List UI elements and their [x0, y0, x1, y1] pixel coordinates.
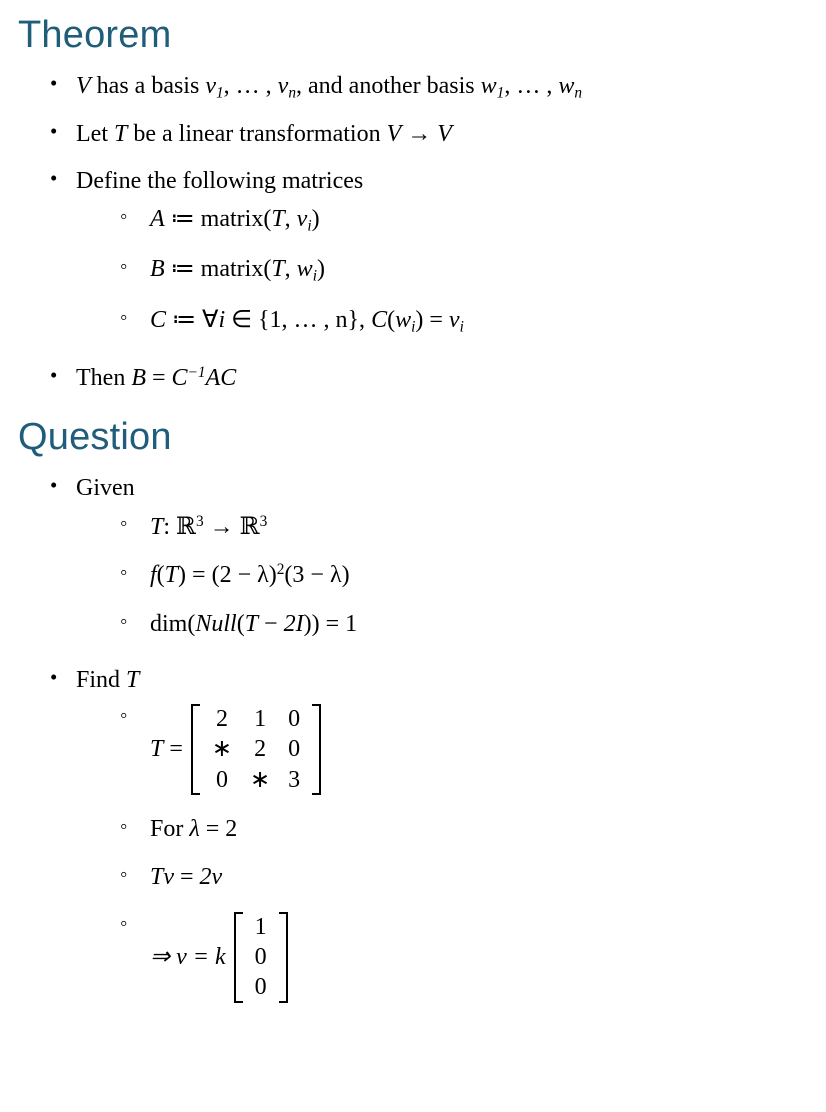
list-item: [112, 805, 826, 853]
given-nullity-condition: dim(Null(T − 2I)) = 1: [150, 610, 358, 637]
matrix-eigenvector-table: [246, 912, 276, 1003]
list-item: [42, 355, 826, 401]
table-row: [246, 912, 276, 942]
given-label: Given: [76, 474, 135, 501]
theorem-define-matrices-label: Define the following matrices: [76, 167, 364, 194]
matrix-cell: ∗: [250, 766, 271, 793]
matrix-cell: ∗: [211, 736, 233, 763]
theorem-sub-bullet-list: [76, 195, 826, 346]
matrix-cell: 2: [254, 736, 267, 763]
matrix-T-equation: [150, 704, 826, 795]
table-row: [203, 734, 309, 764]
list-item: [112, 245, 826, 295]
list-item: [42, 657, 826, 1022]
list-item: [112, 195, 826, 245]
table-row: [246, 942, 276, 972]
theorem-basis-statement: V has a basis $v_1$, … , $v_n$, and another basis $w_1$, … , $w_n$: [76, 73, 583, 102]
matrix-T-lead: ◦ T =: [150, 736, 183, 763]
theorem-linear-transformation-statement: Let T be a linear transformation V → V: [76, 121, 452, 148]
eigenvector-equation: Tv = 2v: [150, 864, 223, 891]
list-item: [42, 465, 826, 657]
question-bullet-list: [0, 465, 826, 1022]
definition-B: B ≔ matrix(T, $w_i$): [150, 256, 325, 285]
matrix-cell: 1: [254, 706, 267, 733]
find-label-line: Find T: [76, 666, 140, 693]
matrix-cell: 0: [254, 944, 267, 970]
given-map-definition: T: ℝ$^3$ → ℝ$^3$: [150, 511, 268, 540]
list-item: [112, 502, 826, 551]
list-item: [42, 63, 826, 111]
find-sub-list: [76, 694, 826, 1013]
matrix-cell: 0: [215, 766, 228, 793]
definition-A: A ≔ matrix(T, $v_i$): [150, 206, 320, 235]
list-item: [42, 158, 826, 356]
eigenvector-lead: ◦ ⇒ v = k: [150, 944, 226, 970]
matrix-cell: 1: [254, 913, 267, 940]
list-item: [112, 600, 826, 648]
definition-C: C ≔ ∀i ∈ {1, … , n}, $C(w_i) = v_i$: [150, 306, 464, 336]
matrix-cell: 3: [288, 766, 301, 793]
bracket-left-icon: [234, 912, 243, 1003]
table-row: [203, 704, 309, 734]
given-sub-list: [76, 502, 826, 648]
eigenvector-solution: [150, 912, 826, 1003]
eigenvalue-case: For λ = 2: [150, 816, 238, 843]
list-item: [42, 111, 826, 157]
page-title-question: Question: [18, 415, 172, 458]
list-item: [112, 551, 826, 599]
list-item: [112, 694, 826, 805]
page-title-theorem: Theorem: [18, 14, 172, 56]
matrix-cell: 0: [288, 736, 301, 763]
list-item: [112, 902, 826, 1013]
bracket-right-icon: [279, 912, 288, 1003]
matrix-T: [191, 704, 321, 795]
theorem-bullet-list: [0, 63, 826, 402]
theorem-conclusion: Then $B = C^{-1}AC$: [76, 364, 237, 392]
matrix-T-table: [203, 704, 309, 795]
bracket-right-icon: [312, 704, 321, 795]
matrix-eigenvector: [234, 912, 288, 1003]
list-item: [112, 853, 826, 901]
given-characteristic-polynomial: $f(T) = (2 - \lambda)^2(3 - \lambda)$: [150, 561, 350, 589]
matrix-cell: 0: [254, 974, 267, 1001]
list-item: [112, 296, 826, 346]
table-row: [246, 972, 276, 1002]
bracket-left-icon: [191, 704, 200, 795]
matrix-cell: 2: [215, 706, 228, 733]
table-row: [203, 765, 309, 795]
matrix-cell: 0: [288, 706, 301, 733]
var-V: V: [76, 73, 91, 99]
